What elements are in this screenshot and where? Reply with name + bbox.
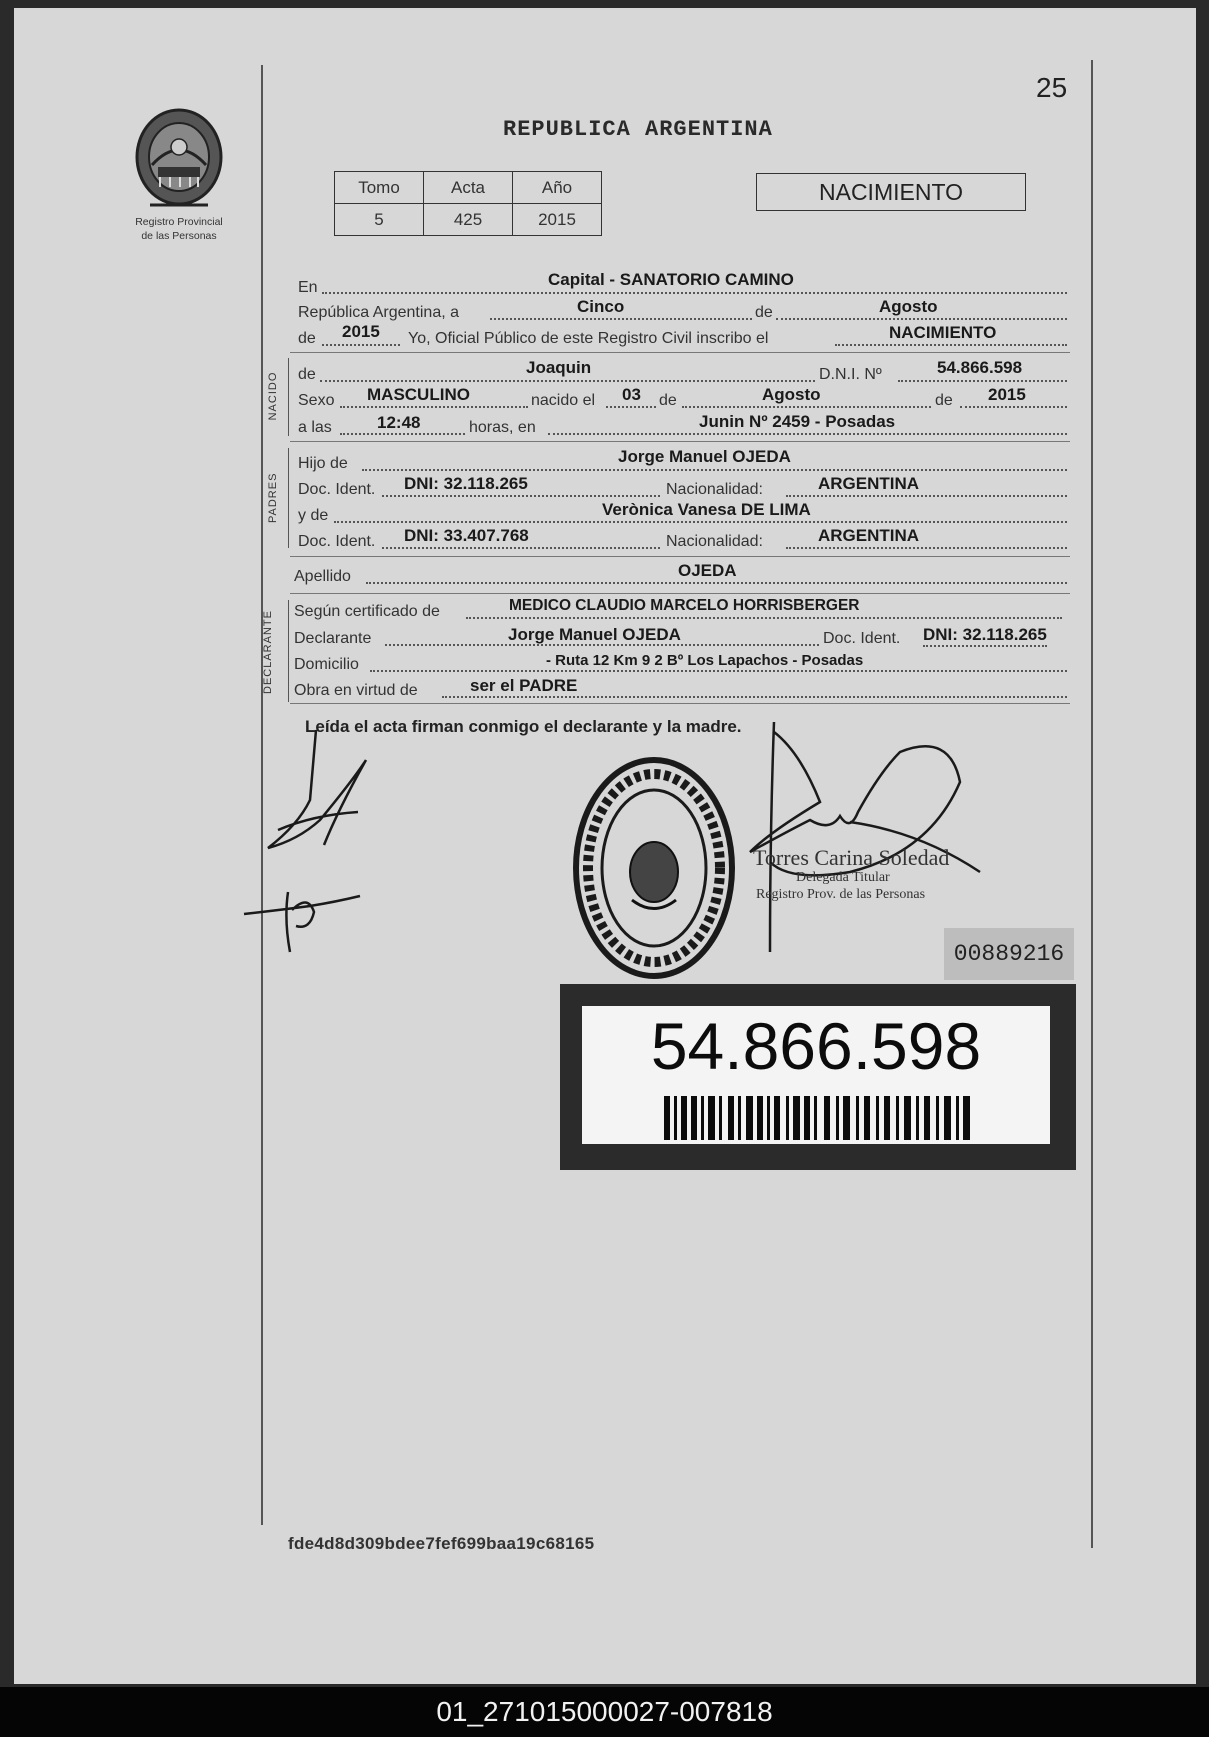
obra-label: Obra en virtud de — [294, 682, 418, 699]
sexo-value: MASCULINO — [367, 385, 470, 404]
mother-nationality-value: ARGENTINA — [818, 526, 920, 545]
document-hash: fde4d8d309bdee7fef699baa19c68165 — [288, 1534, 595, 1553]
father-name-value: Jorge Manuel OJEDA — [618, 447, 791, 466]
province-emblem-logo — [130, 105, 228, 215]
declarante-doc-value: DNI: 32.118.265 — [923, 625, 1047, 647]
register-header-tomo: Tomo — [335, 172, 424, 204]
father-doc-value: DNI: 32.118.265 — [404, 474, 528, 493]
mother-nationality-label: Nacionalidad: — [666, 533, 763, 550]
serial-number: 00889216 — [944, 928, 1074, 980]
sexo-label: Sexo — [298, 392, 335, 409]
register-value-row — [335, 204, 602, 236]
dni-sticker-number: 54.866.598 — [650, 1009, 982, 1083]
dni-value: 54.866.598 — [937, 358, 1023, 377]
inscribed-line — [835, 344, 1067, 346]
nacido-section-label: NACIDO — [267, 371, 279, 421]
nacido-de-label: de — [298, 366, 316, 383]
horas-label: horas, en — [469, 419, 536, 436]
birth-year-value: 2015 — [988, 385, 1026, 404]
register-header-ano: Año — [513, 172, 602, 204]
separator-4 — [290, 593, 1070, 594]
hijo-de-label: Hijo de — [298, 455, 348, 472]
declarante-doc-label: Doc. Ident. — [823, 630, 901, 647]
birth-address-value: Junin Nº 2459 - Posadas — [699, 412, 896, 431]
nacido-el-label: nacido el — [531, 392, 596, 409]
apellido-line — [366, 582, 1067, 584]
month-line — [776, 318, 1067, 320]
birth-address-line — [548, 433, 1067, 435]
month-value: Agosto — [879, 297, 938, 316]
certificado-line — [466, 617, 1062, 619]
sexo-line — [340, 406, 528, 408]
record-type-box: NACIMIENTO — [756, 173, 1026, 211]
document-title: REPUBLICA ARGENTINA — [503, 117, 773, 142]
mother-signature — [240, 880, 370, 960]
mother-doc-label: Doc. Ident. — [298, 533, 376, 550]
domicilio-label: Domicilio — [294, 656, 359, 673]
register-value-ano: 2015 — [513, 204, 602, 236]
mother-name-value: Verònica Vanesa DE LIMA — [602, 500, 811, 519]
logo-caption-line-1: Registro Provincial — [135, 216, 223, 228]
place-line — [322, 292, 1067, 294]
declarante-value: Jorge Manuel OJEDA — [508, 625, 681, 644]
logo-caption-line-2: de las Personas — [141, 230, 217, 242]
obra-value: ser el PADRE — [470, 676, 578, 695]
dni-label: D.N.I. Nº — [819, 366, 882, 383]
footer-id: 01_271015000027-007818 — [436, 1696, 773, 1727]
padres-section-label: PADRES — [267, 472, 279, 523]
y-de-label: y de — [298, 507, 329, 524]
nacido-bracket — [288, 358, 289, 436]
registry-stamp — [568, 752, 740, 984]
mother-line — [334, 521, 1067, 523]
right-margin-line — [1091, 60, 1093, 1548]
year-value: 2015 — [342, 322, 380, 341]
en-label: En — [298, 279, 318, 296]
closing-statement: Leída el acta firman conmigo el declarante y la madre. — [305, 717, 742, 736]
dni-sticker — [560, 984, 1076, 1170]
register-table — [334, 171, 602, 236]
father-nationality-label: Nacionalidad: — [666, 481, 763, 498]
father-doc-line — [382, 495, 660, 497]
padres-bracket — [288, 448, 289, 548]
father-doc-label: Doc. Ident. — [298, 481, 376, 498]
certificado-value: MEDICO CLAUDIO MARCELO HORRISBERGER — [509, 597, 860, 614]
barcode-icon — [664, 1096, 970, 1140]
separator-3 — [290, 556, 1070, 557]
domicilio-value: - Ruta 12 Km 9 2 Bº Los Lapachos - Posadas — [546, 652, 864, 669]
republica-label: República Argentina, a — [298, 304, 459, 321]
birth-time-value: 12:48 — [377, 413, 421, 432]
register-value-acta: 425 — [424, 204, 513, 236]
father-nationality-line — [786, 495, 1067, 497]
mother-doc-line — [382, 547, 660, 549]
a-las-label: a las — [298, 419, 332, 436]
official-name: Torres Carina Soledad — [753, 845, 950, 870]
name-line — [320, 380, 815, 382]
birth-month-value: Agosto — [762, 385, 821, 404]
separator-2 — [290, 441, 1070, 442]
separator-5 — [290, 703, 1070, 704]
day-word-line — [490, 318, 752, 320]
declarante-label: Declarante — [294, 630, 372, 647]
obra-line — [442, 696, 1067, 698]
de-label: de — [755, 304, 773, 321]
declarante-bracket — [288, 600, 289, 702]
declarante-section-label: DECLARANTE — [262, 610, 274, 694]
register-header-row — [335, 172, 602, 204]
official-role: Delegada Titular — [796, 870, 890, 885]
official-signature — [730, 712, 990, 962]
birth-de2-label: de — [935, 392, 953, 409]
place-value: Capital - SANATORIO CAMINO — [548, 270, 794, 289]
statement-text: Yo, Oficial Público de este Registro Civil inscribo el — [408, 330, 769, 347]
father-nationality-value: ARGENTINA — [818, 474, 920, 493]
certificado-label: Según certificado de — [294, 603, 440, 620]
inscribed-value: NACIMIENTO — [889, 323, 997, 342]
day-word-value: Cinco — [577, 297, 625, 316]
birth-month-line — [682, 406, 931, 408]
mother-nationality-line — [786, 547, 1067, 549]
apellido-label: Apellido — [294, 568, 351, 585]
time-line — [340, 433, 465, 435]
dni-line — [898, 380, 1067, 382]
apellido-value: OJEDA — [678, 561, 737, 580]
register-header-acta: Acta — [424, 172, 513, 204]
child-name-value: Joaquin — [526, 358, 592, 377]
father-line — [362, 469, 1067, 471]
birth-day-value: 03 — [622, 385, 641, 404]
official-office: Registro Prov. de las Personas — [756, 887, 926, 902]
page-number: 25 — [1036, 72, 1068, 103]
separator-1 — [290, 352, 1070, 353]
de2-label: de — [298, 330, 316, 347]
register-value-tomo: 5 — [335, 204, 424, 236]
birth-de-label: de — [659, 392, 677, 409]
logo-caption — [116, 215, 242, 243]
year-line — [322, 344, 400, 346]
domicilio-line — [370, 670, 1067, 672]
birth-year-line — [960, 406, 1067, 408]
mother-doc-value: DNI: 33.407.768 — [404, 526, 529, 545]
birth-day-line — [606, 406, 656, 408]
declarant-signature — [258, 720, 378, 860]
dni-sticker-label — [582, 1006, 1050, 1144]
